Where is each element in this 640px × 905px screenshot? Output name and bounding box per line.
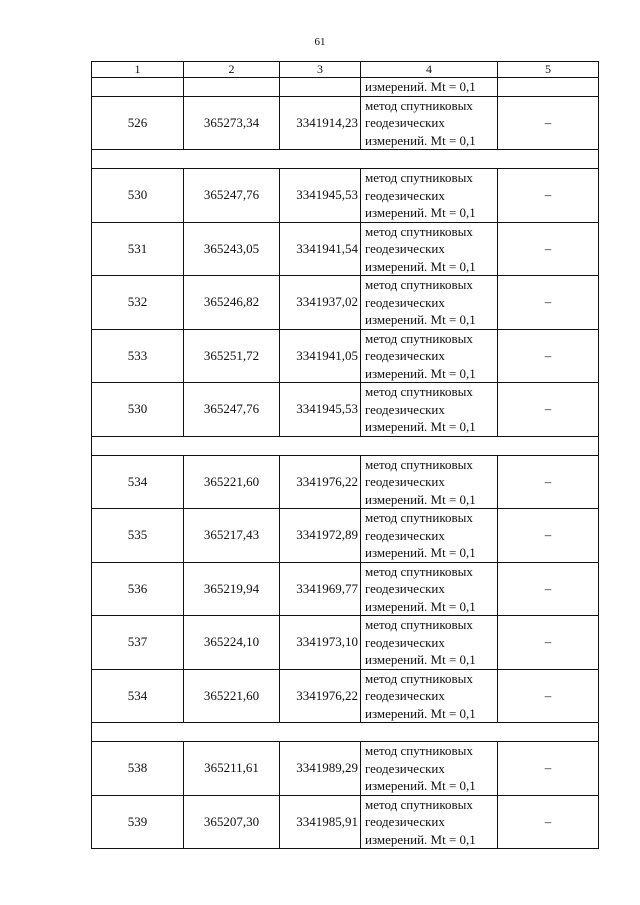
x-coordinate: 365221,60: [184, 455, 280, 509]
note-cell: –: [498, 329, 599, 383]
method-line: геодезических: [365, 581, 445, 596]
note-cell: [498, 78, 599, 97]
header-col-2: 2: [184, 62, 280, 78]
separator-cell: [92, 436, 599, 455]
y-coordinate: 3341973,10: [280, 616, 361, 670]
method-line: измерений. Mt = 0,1: [365, 598, 476, 614]
point-number: 532: [92, 276, 184, 330]
y-coordinate: [280, 78, 361, 97]
separator-row: [92, 436, 599, 455]
x-coordinate: 365207,30: [184, 795, 280, 849]
separator-cell: [92, 723, 599, 742]
y-coordinate: 3341937,02: [280, 276, 361, 330]
note-cell: –: [498, 795, 599, 849]
note-cell: –: [498, 169, 599, 223]
method-line: измерений. Mt = 0,1: [365, 652, 476, 667]
point-number: 530: [92, 169, 184, 223]
note-cell: –: [498, 509, 599, 563]
method-line: измерений. Mt = 0,1: [365, 831, 476, 847]
method-cell: [361, 616, 498, 670]
method-cell: [361, 562, 498, 616]
method-line: геодезических: [365, 401, 445, 417]
method-cell: [361, 329, 498, 383]
method-line: измерений. Mt = 0,1: [365, 205, 476, 220]
note-cell: –: [498, 742, 599, 796]
method-line: измерений. Mt = 0,1: [365, 365, 476, 381]
point-number: 534: [92, 669, 184, 723]
page-number: 61: [314, 36, 326, 48]
table-row: [92, 616, 599, 670]
point-number: 531: [92, 222, 184, 276]
y-coordinate: 3341941,54: [280, 222, 361, 276]
method-cell: измерений. Mt = 0,1: [361, 78, 498, 97]
method-cell: [361, 169, 498, 223]
method-line: метод спутниковых: [365, 796, 473, 812]
method-line: метод спутниковых: [365, 277, 473, 292]
method-line: геодезических: [365, 187, 445, 203]
y-coordinate: 3341989,29: [280, 742, 361, 796]
x-coordinate: 365219,94: [184, 562, 280, 616]
method-line: метод спутниковых: [365, 456, 473, 472]
table-row: [92, 509, 599, 563]
method-line: геодезических: [365, 294, 445, 310]
y-coordinate: 3341941,05: [280, 329, 361, 383]
method-line: геодезических: [365, 814, 445, 829]
method-cell: [361, 276, 498, 330]
method-line: геодезических: [365, 474, 445, 489]
y-coordinate: 3341985,91: [280, 795, 361, 849]
separator-row: [92, 150, 599, 169]
method-line: измерений. Mt = 0,1: [365, 491, 476, 507]
x-coordinate: 365273,34: [184, 96, 280, 150]
note-cell: –: [498, 562, 599, 616]
method-line: измерений. Mt = 0,1: [365, 545, 476, 560]
point-number: 526: [92, 96, 184, 150]
header-col-3: 3: [280, 62, 361, 78]
x-coordinate: 365243,05: [184, 222, 280, 276]
table-body: [92, 78, 599, 849]
method-line: метод спутниковых: [365, 384, 473, 399]
method-cell: [361, 509, 498, 563]
coordinates-table: [91, 61, 599, 849]
y-coordinate: 3341972,89: [280, 509, 361, 563]
method-line: геодезических: [365, 634, 445, 650]
y-coordinate: 3341976,22: [280, 669, 361, 723]
method-cell: [361, 795, 498, 849]
separator-row: [92, 723, 599, 742]
table-row: [92, 329, 599, 383]
point-number: 535: [92, 509, 184, 563]
method-cell: [361, 669, 498, 723]
y-coordinate: 3341945,53: [280, 383, 361, 437]
header-col-5: 5: [498, 62, 599, 78]
table-header: [92, 62, 599, 78]
method-line: геодезических: [365, 527, 445, 543]
table-row: [92, 276, 599, 330]
method-line: метод спутниковых: [365, 563, 473, 579]
method-line: метод спутниковых: [365, 670, 473, 686]
header-col-4: 4: [361, 62, 498, 78]
method-line: измерений. Mt = 0,1: [365, 778, 476, 793]
method-cell: [361, 222, 498, 276]
table-row: [92, 562, 599, 616]
point-number: 537: [92, 616, 184, 670]
method-line: метод спутниковых: [365, 97, 473, 113]
note-cell: –: [498, 616, 599, 670]
y-coordinate: 3341969,77: [280, 562, 361, 616]
method-line: геодезических: [365, 760, 445, 776]
header-col-1: 1: [92, 62, 184, 78]
x-coordinate: 365247,76: [184, 383, 280, 437]
x-coordinate: 365246,82: [184, 276, 280, 330]
point-number: 536: [92, 562, 184, 616]
table-row: [92, 455, 599, 509]
method-line: измерений. Mt = 0,1: [365, 419, 476, 434]
note-cell: –: [498, 383, 599, 437]
note-cell: –: [498, 276, 599, 330]
note-cell: –: [498, 455, 599, 509]
point-number: 538: [92, 742, 184, 796]
continuation-row: [92, 78, 599, 97]
table-row: [92, 96, 599, 150]
table-row: [92, 669, 599, 723]
x-coordinate: [184, 78, 280, 97]
y-coordinate: 3341945,53: [280, 169, 361, 223]
x-coordinate: 365224,10: [184, 616, 280, 670]
method-line: метод спутниковых: [365, 743, 473, 758]
method-cell: [361, 383, 498, 437]
point-number: [92, 78, 184, 97]
x-coordinate: 365217,43: [184, 509, 280, 563]
method-line: измерений. Mt = 0,1: [365, 312, 476, 327]
method-line: геодезических: [365, 115, 445, 130]
note-cell: –: [498, 222, 599, 276]
table-row: [92, 795, 599, 849]
separator-cell: [92, 150, 599, 169]
header-row: [92, 62, 599, 78]
x-coordinate: 365211,61: [184, 742, 280, 796]
x-coordinate: 365251,72: [184, 329, 280, 383]
table-row: [92, 742, 599, 796]
point-number: 539: [92, 795, 184, 849]
y-coordinate: 3341914,23: [280, 96, 361, 150]
method-line: геодезических: [365, 348, 445, 363]
x-coordinate: 365247,76: [184, 169, 280, 223]
method-line: измерений. Mt = 0,1: [365, 258, 476, 274]
method-line: измерений. Mt = 0,1: [365, 132, 476, 148]
method-line: метод спутниковых: [365, 330, 473, 346]
method-line: метод спутниковых: [365, 617, 473, 632]
table-row: [92, 383, 599, 437]
method-line: метод спутниковых: [365, 223, 473, 239]
x-coordinate: 365221,60: [184, 669, 280, 723]
point-number: 530: [92, 383, 184, 437]
method-cell: [361, 96, 498, 150]
method-line: геодезических: [365, 241, 445, 256]
note-cell: –: [498, 96, 599, 150]
point-number: 533: [92, 329, 184, 383]
method-line: метод спутниковых: [365, 510, 473, 525]
method-line: метод спутниковых: [365, 170, 473, 185]
table-row: [92, 169, 599, 223]
method-line: геодезических: [365, 688, 445, 703]
note-cell: –: [498, 669, 599, 723]
method-cell: [361, 455, 498, 509]
point-number: 534: [92, 455, 184, 509]
y-coordinate: 3341976,22: [280, 455, 361, 509]
table-row: [92, 222, 599, 276]
method-line: измерений. Mt = 0,1: [365, 705, 476, 721]
method-cell: [361, 742, 498, 796]
